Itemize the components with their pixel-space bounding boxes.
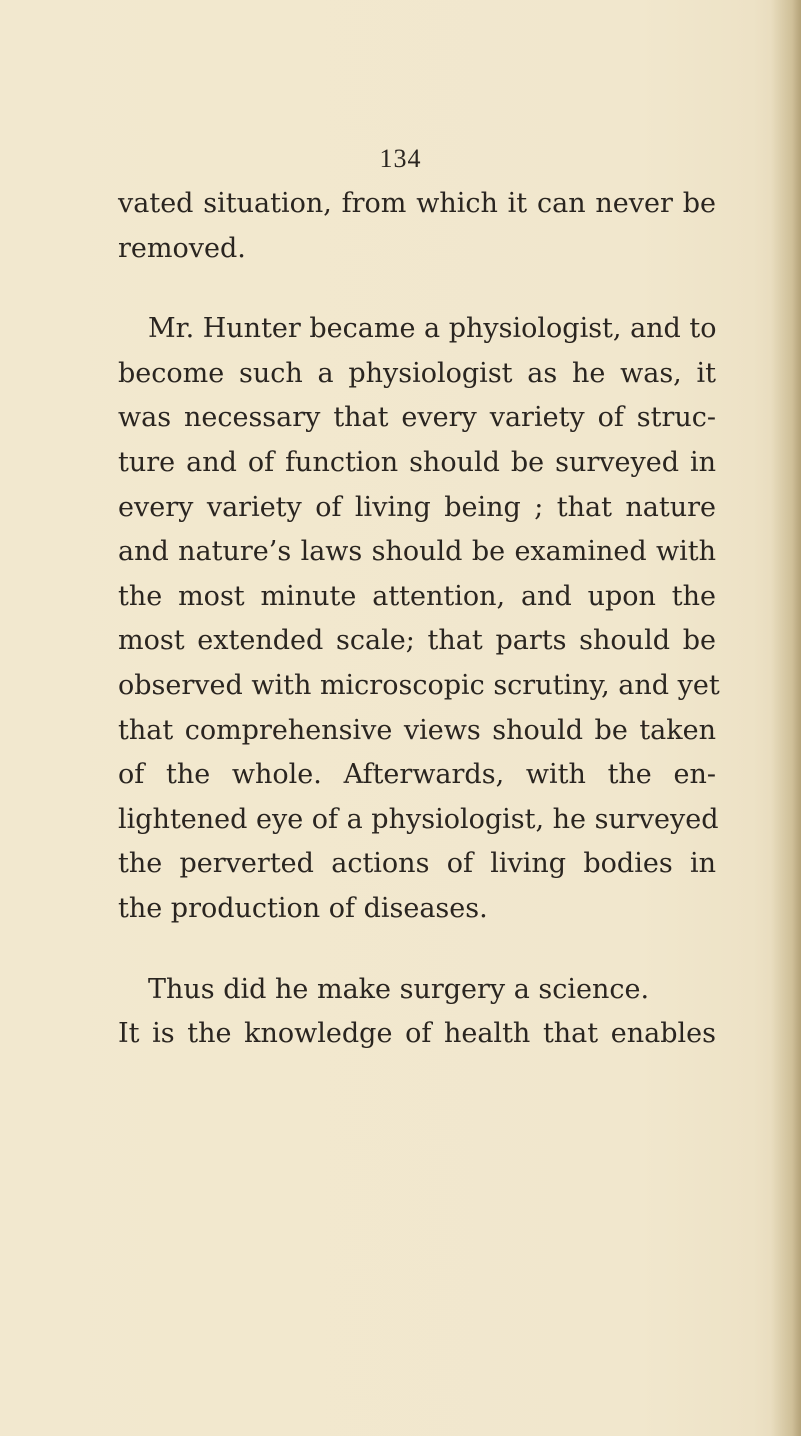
text-line: the most minute attention, and upon the (118, 580, 716, 612)
text-line: lightened eye of a physiologist, he surveyed (118, 803, 719, 835)
text-line: that comprehensive views should be taken (118, 714, 716, 746)
text-line: the production of diseases. (118, 892, 488, 924)
text-line: most extended scale; that parts should be (118, 625, 716, 657)
body-text (118, 182, 720, 1057)
text-line: removed. (118, 232, 246, 264)
text-line: every variety of living being ; that nature (118, 491, 716, 523)
text-line: ture and of function should be surveyed in (118, 446, 716, 478)
text-line: Thus did he make surgery a science. (148, 973, 650, 1005)
paragraph-3 (118, 968, 716, 1057)
text-line: of the whole. Afterwards, with the en- (118, 759, 716, 791)
text-line: vated situation, from which it can never be (118, 188, 716, 219)
paragraph-gap (118, 271, 716, 307)
text-line: was necessary that every variety of struc- (118, 402, 716, 434)
page-number: 134 (379, 144, 422, 173)
paragraph-1 (118, 182, 716, 271)
text-line: the perverted actions of living bodies in (118, 848, 716, 880)
text-line: observed with microscopic scrutiny, and yet (118, 669, 720, 701)
text-line: become such a physiologist as he was, it (118, 357, 716, 389)
text-line: and nature’s laws should be examined with (118, 536, 716, 568)
page-edge-shadow (771, 0, 801, 1436)
text-line: It is the knowledge of health that enables (118, 1018, 716, 1050)
paragraph-2 (118, 307, 720, 931)
text-line: Mr. Hunter became a physiologist, and to (148, 313, 717, 345)
paragraph-gap (118, 932, 716, 968)
